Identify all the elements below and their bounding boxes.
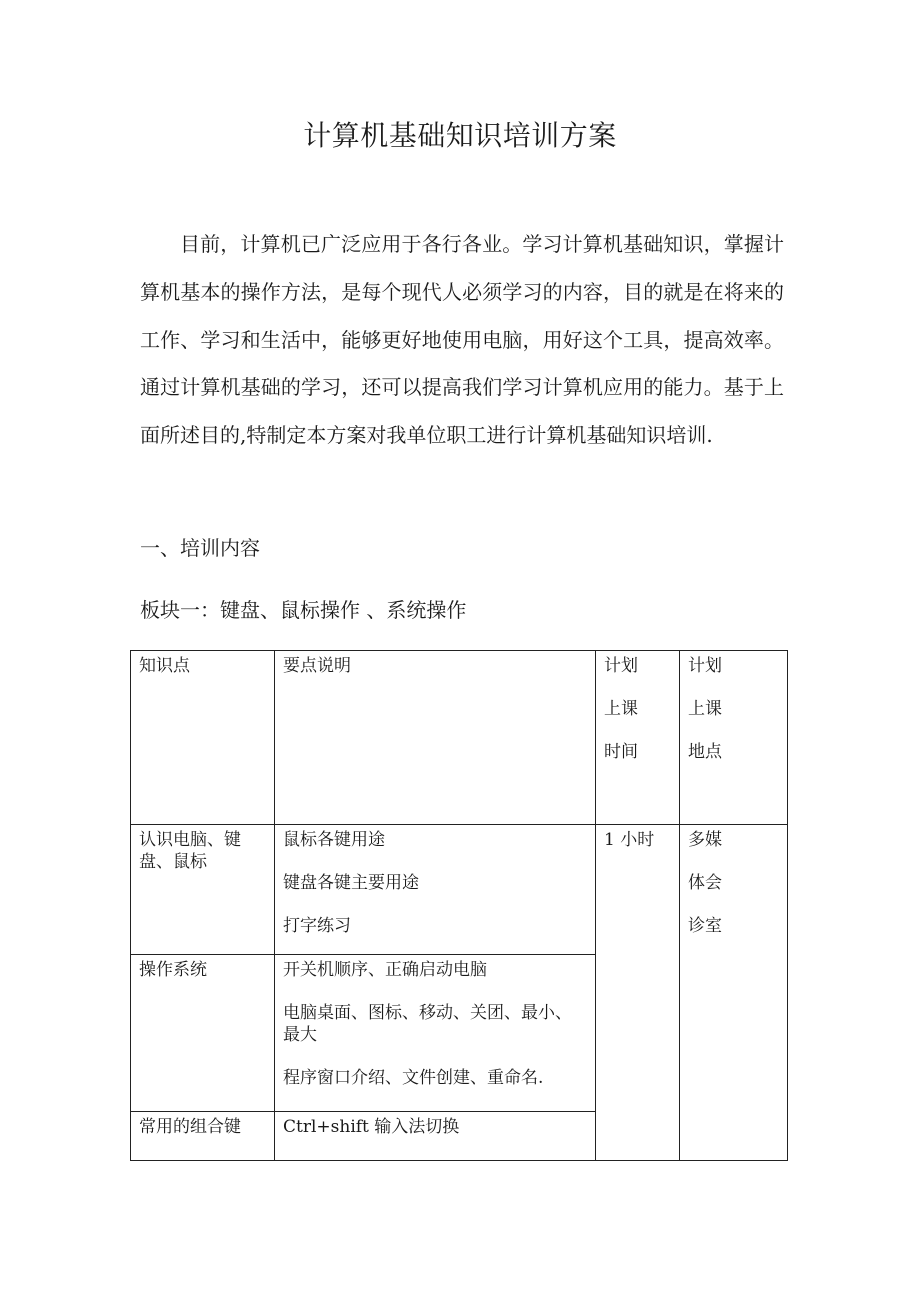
header-place-line: 计划	[688, 656, 722, 676]
header-time-line: 时间	[604, 742, 638, 762]
header-points: 要点说明	[275, 651, 596, 825]
header-time-line: 计划	[604, 656, 638, 676]
header-place	[680, 651, 788, 825]
row-points	[275, 1112, 596, 1161]
table-header-row	[131, 651, 788, 825]
header-place-line: 地点	[688, 742, 722, 762]
place-line: 多媒	[688, 830, 722, 850]
header-time	[596, 651, 680, 825]
table-row	[131, 825, 788, 955]
header-knowledge: 知识点	[131, 651, 275, 825]
header-time-line: 上课	[604, 699, 638, 719]
training-table	[130, 650, 788, 1161]
planned-time-cell: 1 小时	[596, 825, 680, 1161]
point-item: Ctrl+shift 输入法切换	[283, 1117, 460, 1137]
place-line: 诊室	[688, 916, 722, 936]
point-item: 鼠标各键用途	[283, 830, 385, 850]
point-item: 程序窗口介绍、文件创建、重命名.	[283, 1068, 544, 1088]
header-place-line: 上课	[688, 699, 722, 719]
row-knowledge: 认识电脑、键盘、鼠标	[131, 825, 275, 955]
row-points	[275, 825, 596, 955]
point-item: 开关机顺序、正确启动电脑	[283, 960, 487, 980]
row-points	[275, 955, 596, 1112]
point-item: 键盘各键主要用途	[283, 873, 419, 893]
point-item: 打字练习	[283, 916, 351, 936]
intro-paragraph: 目前，计算机已广泛应用于各行各业。学习计算机基础知识，掌握计算机基本的操作方法，是每个现代人必须学习的内容，目的就是在将来的工作、学习和生活中，能够更好地使用电脑，用好这个工具，提高效率。通过计算机基础的学习，还可以提高我们学习计算机应用的能力。基于上面所述目的,特制定本方案对我单位职工进行计算机基础知识培训.	[140, 232, 784, 448]
place-line: 体会	[688, 873, 722, 893]
point-item: 电脑桌面、图标、移动、关团、最小、最大	[283, 1003, 572, 1045]
planned-place-cell	[680, 825, 788, 1161]
row-knowledge: 操作系统	[131, 955, 275, 1112]
section-heading-module-one: 板块一：键盘、鼠标操作 、系统操作	[140, 598, 467, 622]
document-title: 计算机基础知识培训方案	[303, 119, 617, 152]
row-knowledge: 常用的组合键	[131, 1112, 275, 1161]
section-heading-training-content: 一、培训内容	[140, 536, 260, 560]
